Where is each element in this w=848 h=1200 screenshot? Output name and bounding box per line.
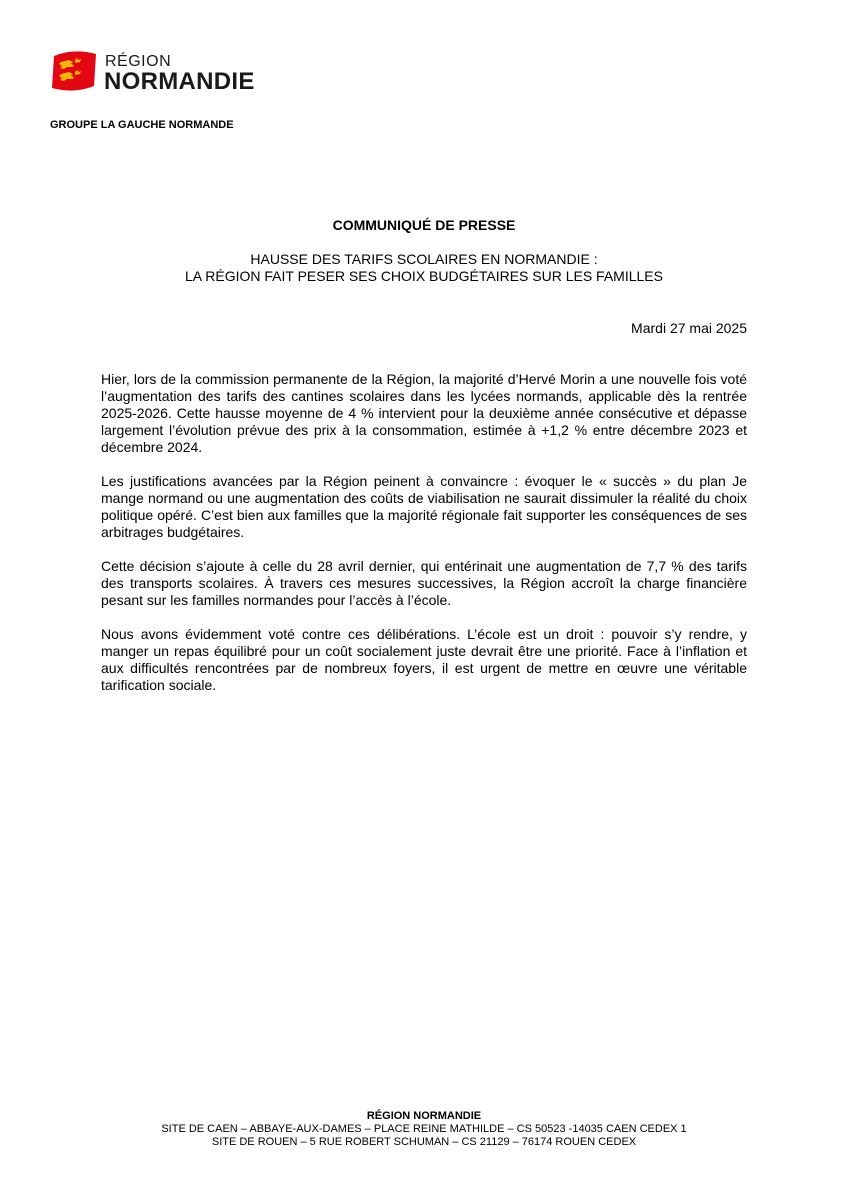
headline-line-1: HAUSSE DES TARIFS SCOLAIRES EN NORMANDIE :: [250, 251, 598, 267]
footer: [0, 1110, 848, 1149]
headline-line-2: LA RÉGION FAIT PESER SES CHOIX BUDGÉTAIRES SUR LES FAMILLES: [185, 268, 663, 284]
paragraph: Les justifications avancées par la Région peinent à convaincre : évoquer le « succès » du plan Je mange normand ou une augmentation des coûts de viabilisation ne saurait dissimuler la réalité du choix politique opéré. C’est bien aux familles que la majorité régionale fait supporter les conséquences de ses arbitrages budgétaires.: [101, 473, 747, 540]
logo-text-normandie: NORMANDIE: [104, 68, 255, 95]
press-release-title: COMMUNIQUÉ DE PRESSE: [332, 217, 516, 233]
footer-address-caen: SITE DE CAEN – ABBAYE-AUX-DAMES – PLACE REINE MATHILDE – CS 50523 -14035 CAEN CEDEX 1: [161, 1123, 687, 1135]
region-normandie-logo: [50, 50, 260, 94]
footer-address-rouen: SITE DE ROUEN – 5 RUE ROBERT SCHUMAN – CS 21129 – 76174 ROUEN CEDEX: [211, 1136, 637, 1148]
paragraph: Cette décision s’ajoute à celle du 28 avril dernier, qui entérinait une augmentation de 7,7 % des tarifs des transports scolaires. À travers ces mesures successives, la Région accroît la charge financière pesant sur les familles normandes pour l’accès à l’école.: [101, 558, 747, 608]
normandy-flag-icon: [50, 50, 98, 92]
paragraph: Nous avons évidemment voté contre ces délibérations. L’école est un droit : pouvoir s’y rendre, y manger un repas équilibré pour un coût socialement juste devrait être une priorité. Face à l’inflation et aux difficultés rencontrées par de nombreux foyers, il est urgent de mettre en œuvre une véritable tarification sociale.: [101, 626, 747, 693]
footer-title: RÉGION NORMANDIE: [366, 1110, 482, 1122]
group-name: GROUPE LA GAUCHE NORMANDE: [50, 119, 234, 131]
paragraph: Hier, lors de la commission permanente de la Région, la majorité d’Hervé Morin a une nouvelle fois voté l’augmentation des tarifs des cantines scolaires dans les lycées normands, applicable dès la rentrée 2025-2026. Cette hausse moyenne de 4 % intervient pour la deuxième année consécutive et dépasse largement l’évolution prévue des prix à la consommation, estimée à +1,2 % entre décembre 2023 et décembre 2024.: [101, 371, 747, 455]
release-date: Mardi 27 mai 2025: [631, 320, 747, 336]
logo-text-region: RÉGION: [105, 53, 172, 70]
body-text: [101, 371, 747, 711]
